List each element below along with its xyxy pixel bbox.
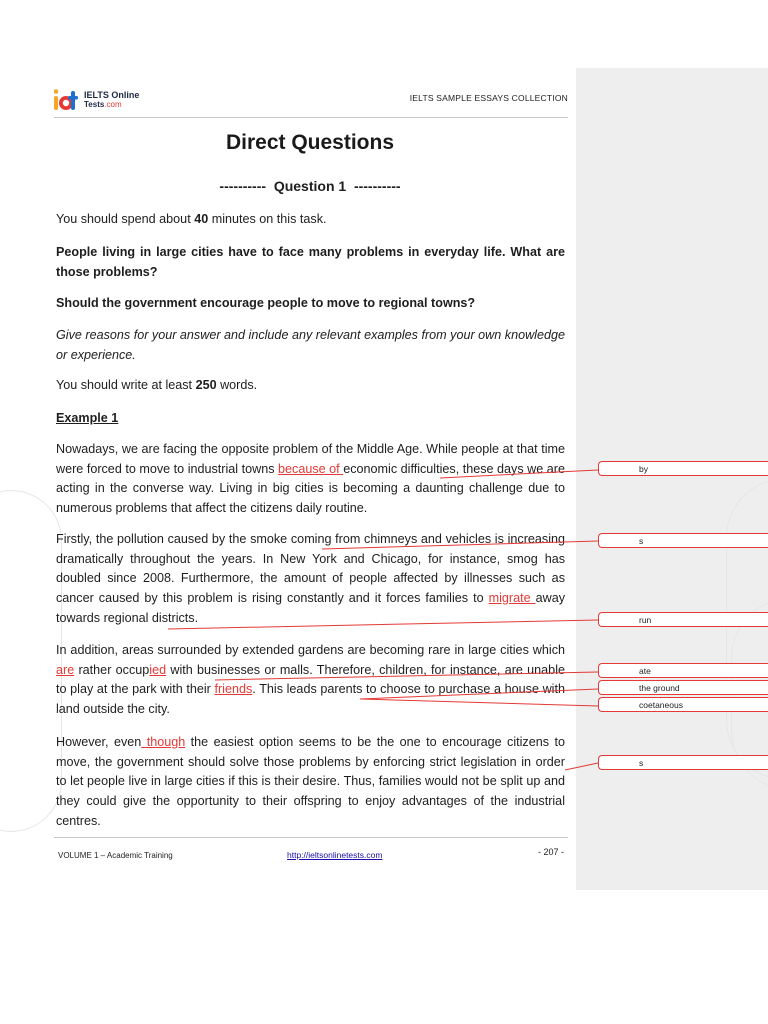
footer-link[interactable]: http://ieltsonlinetests.com xyxy=(287,850,383,860)
comment-balloon[interactable]: s xyxy=(598,533,768,548)
word-count-value: 250 xyxy=(195,378,217,392)
tracked-deletion[interactable]: friends xyxy=(214,682,253,697)
text: minutes on this task. xyxy=(208,212,327,226)
logo-text xyxy=(84,90,139,110)
tracked-deletion[interactable]: because of xyxy=(278,461,344,476)
logo-word: Tests xyxy=(84,100,105,109)
text: coming from chimneys and vehicles is increasing dramatically throughout the years. In New York and Chicago, for instance, smog has doubled since 2008. Furthermore, the amount of people affected by illnesses such as cancer caused by this problem is rising constantly and it forces families to xyxy=(56,532,565,606)
essay-paragraph-2 xyxy=(56,530,565,629)
question-heading: ---------- Question 1 ---------- xyxy=(219,178,401,194)
logo[interactable] xyxy=(54,86,139,114)
header-title: IELTS SAMPLE ESSAYS COLLECTION xyxy=(409,93,568,103)
prompt-question-1: People living in large cities have to face many problems in everyday life. What are those problems? xyxy=(56,245,565,279)
comment-balloon[interactable]: s xyxy=(598,755,768,770)
text: words. xyxy=(216,378,258,392)
minutes-value: 40 xyxy=(194,212,209,226)
footer-volume: VOLUME 1 – Academic Training xyxy=(58,851,173,860)
header-divider xyxy=(54,117,568,118)
instruction-word-count xyxy=(56,376,565,396)
prompt-question-2: Should the government encourage people to move to regional towns? xyxy=(56,296,476,310)
example-heading: Example 1 xyxy=(56,411,119,425)
tracked-deletion[interactable]: ied xyxy=(149,662,167,677)
tracked-deletion[interactable]: migrate xyxy=(488,591,536,606)
comment-balloon[interactable]: coetaneous xyxy=(598,697,768,712)
essay-paragraph-3 xyxy=(56,641,565,720)
logo-domain: .com xyxy=(104,100,122,109)
page-header xyxy=(54,86,568,118)
essay-paragraph-1 xyxy=(56,440,565,519)
comment-balloon[interactable]: ate xyxy=(598,663,768,678)
text: Firstly, the pollution caused by the smoke xyxy=(56,532,288,546)
comment-balloon[interactable]: run xyxy=(598,612,768,627)
text: the easiest option seems to be the one to encourage citizens to move, the government should solve those problems by enforcing strict legislation in order to let people live in large cities if this is their desire. Thus, families would not be split up and they could give the opportunity to their offspring to enjoy advantages of the industrial centres. xyxy=(56,735,565,828)
text: away towards regional districts. xyxy=(56,591,566,625)
text: You should write at least xyxy=(56,378,196,392)
text: You should spend about xyxy=(56,212,195,226)
essay-paragraph-4 xyxy=(56,733,565,832)
tracked-deletion[interactable]: though xyxy=(141,735,186,749)
text: rather occup xyxy=(74,662,150,677)
text: economic difficulties, these days we are acting in the converse way. Living in big cities is becoming a daunting challenge due to numerous problems that affect the citizens daily routine. xyxy=(56,461,565,516)
decorative-shape xyxy=(0,490,62,832)
page-number: - 207 - xyxy=(538,847,565,857)
text: In addition, areas surrounded by extended gardens are becoming rare in large cities which xyxy=(56,643,565,657)
logo-icon xyxy=(54,88,80,112)
tracked-deletion[interactable]: are xyxy=(56,662,75,677)
page-title: Direct Questions xyxy=(225,131,395,154)
text: Nowadays, we are facing the opposite problem of the Middle Age. While people at that time were forced to move to industrial towns xyxy=(56,442,565,476)
instruction-reasons: Give reasons for your answer and include any relevant examples from your own knowledge or experience. xyxy=(56,328,565,362)
comment-balloon[interactable]: the ground xyxy=(598,680,768,695)
comment-balloon[interactable]: by xyxy=(598,461,768,476)
text: . This leads parents to choose to purchase a house with land outside the city. xyxy=(56,682,565,717)
logo-line-1: IELTS Online xyxy=(84,90,140,100)
text: with businesses or malls. Therefore, children, for instance, are unable to play at the park with their xyxy=(56,662,565,697)
logo-line-2 xyxy=(84,100,139,110)
footer-divider xyxy=(54,837,568,838)
text: However, even xyxy=(56,735,142,749)
instruction-time xyxy=(56,210,565,230)
